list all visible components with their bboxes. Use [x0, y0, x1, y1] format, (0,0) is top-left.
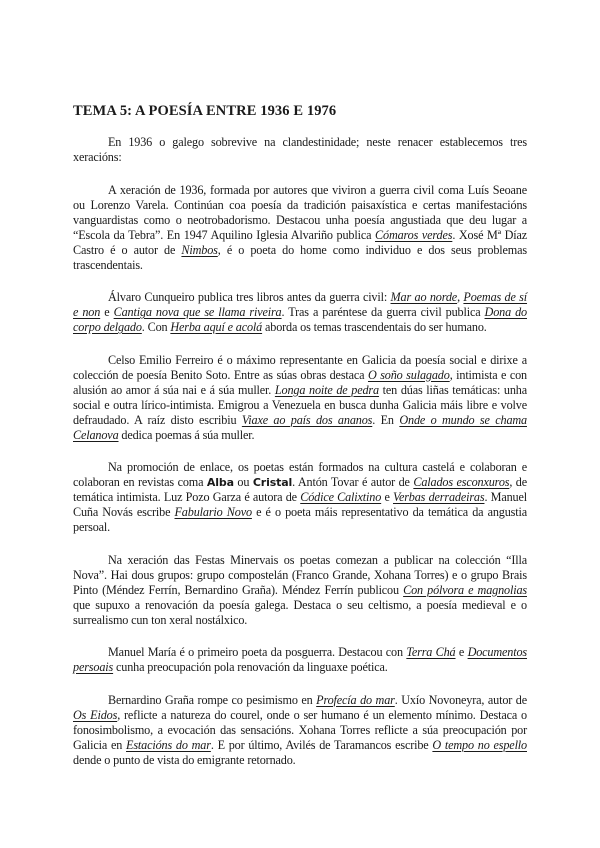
work-title-link[interactable]: Terra Chá — [406, 645, 456, 659]
paragraph-intro — [73, 135, 527, 165]
paragraph-celso-emilio — [73, 353, 527, 443]
paragraph-festas-minervais — [73, 553, 527, 628]
work-title-link[interactable]: O tempo no espello — [432, 737, 527, 752]
paragraph-text: ou — [233, 475, 253, 489]
work-title-link[interactable]: Longa noite de pedra — [274, 382, 379, 397]
work-title-link[interactable]: Calados esconxuros — [413, 475, 510, 489]
work-title-link[interactable]: Viaxe ao país dos ananos — [241, 412, 373, 427]
paragraph-text: . Con — [141, 320, 171, 334]
paragraph-text: Álvaro Cunqueiro publica tres libros antes da guerra civil: — [108, 290, 391, 304]
paragraph-text: e — [455, 645, 468, 659]
paragraph-text: Na xeración das Festas Minervais os poetas comezan a publicar na colección “Illa Nova”. Hai dous grupos: grupo compostelán (Franco Grande, Xohana Torres) e o grupo Brais Pinto (Méndez Ferrín, Bernardino Graña). Méndez Ferrín publicou — [73, 552, 527, 597]
paragraph-text: dende o punto de vista do emigrante retornado. — [73, 752, 296, 767]
paragraph-text: e é o poeta máis representativo da temática da angustia persoal. — [73, 505, 528, 534]
paragraph-text: . En — [372, 412, 400, 427]
paragraph-promocion-enlace — [73, 460, 527, 535]
page-title: TEMA 5: A POESÍA ENTRE 1936 E 1976 — [73, 103, 337, 119]
paragraph-text: . Antón Tovar é autor de — [292, 475, 414, 489]
work-title-link[interactable]: Estacións do mar — [126, 737, 211, 752]
work-title-link[interactable]: Os Eidos — [73, 707, 118, 722]
work-title-link[interactable]: Cómaros verdes — [375, 227, 453, 242]
work-title-link[interactable]: Mar ao norde — [390, 290, 458, 304]
work-title-link[interactable]: Onde o mundo se chama Celanova — [73, 412, 527, 442]
paragraph-text: Bernardino Graña rompe co pesimismo en — [108, 692, 317, 707]
paragraph-text: , de temática intimista. Luz Pozo Garza é autora de — [73, 475, 528, 504]
work-title-link[interactable]: Códice Calixtino — [300, 490, 382, 504]
work-title-link[interactable]: Verbas derradeiras — [393, 490, 485, 504]
paragraph-text: cunha preocupación pola renovación da linguaxe poética. — [113, 660, 388, 674]
paragraph-text: A xeración de 1936, formada por autores que viviron a guerra civil coma Luís Seoane ou Lorenzo Varela. Continúan coa poesía da tradición paisaxística e certas manifestacións vanguardistas como o neotrobadorismo. Destacou unha poesía angustiada que deu lugar a “Escola da Tebra”. En 1947 Aquilino Iglesia Alvariño publica — [73, 182, 527, 242]
work-title-link[interactable]: Nimbos — [181, 242, 218, 257]
paragraph-text: . Xosé Mª Díaz Castro é o autor de — [73, 227, 528, 257]
paragraph-text: ten dúas liñas temáticas: unha social e outra lírico-intimista. Emigrou a Venezuela en busca dunha Galicia máis libre e volve defraudado. A raíz disto escribiu — [73, 382, 527, 427]
paragraph-text: . Tras a paréntese da guerra civil publica — [281, 305, 485, 319]
magazine-name: Alba — [206, 476, 234, 489]
paragraph-text: . Uxío Novoneyra, autor de — [394, 692, 527, 707]
paragraph-text: e — [381, 490, 393, 504]
paragraph-text: Manuel María é o primeiro poeta da posguerra. Destacou con — [108, 645, 407, 659]
work-title-link[interactable]: O soño sulagado — [367, 367, 450, 382]
work-title-link[interactable]: Documentos persoais — [73, 645, 528, 674]
magazine-name: Cristal — [252, 476, 293, 489]
work-title-link[interactable]: Poemas de sí e non — [73, 290, 528, 319]
paragraph-cunqueiro — [73, 290, 527, 335]
paragraph-text: Na promoción de enlace, os poetas están formados na cultura castelá e colaboran e colaboran en revistas coma — [73, 460, 527, 489]
paragraph-text: que supuxo a renovación da poesía galega. Destaca o seu celtismo, a poesía medieval e o surrealismo cun ton xeral nostálxico. — [73, 597, 527, 627]
paragraph-text: , — [457, 290, 464, 304]
paragraph-text: , reflicte a natureza do courel, onde o ser humano é un elemento mínimo. Destaca o fonosimbolismo, a evocación das sensacións. Xohana Torres reflicte a súa preocupación por Galicia en — [73, 707, 527, 752]
paragraph-text: e — [100, 305, 114, 319]
paragraph-text: En 1936 o galego sobrevive na clandestinidade; neste renacer establecemos tres xeracións: — [73, 135, 527, 164]
document-body — [73, 103, 527, 785]
work-title-link[interactable]: Herba aquí e acolá — [170, 320, 263, 334]
work-title-link[interactable]: Dona do corpo delgado — [73, 305, 527, 334]
paragraph-text: dedica poemas á súa muller. — [118, 427, 255, 442]
paragraph-text: . Manuel Cuña Novás escribe — [73, 490, 527, 519]
work-title-link[interactable]: Fabulario Novo — [174, 505, 252, 519]
paragraph-text: , é o poeta do home como individuo e dos seus problemas trascendentais. — [73, 242, 527, 272]
paragraph-manuel-maria — [73, 645, 527, 675]
work-title-link[interactable]: Profecía do mar — [316, 692, 395, 707]
work-title-link[interactable]: Cantiga nova que se llama riveira — [113, 305, 282, 319]
paragraph-bernardino-grana — [73, 693, 527, 768]
paragraph-text: Celso Emilio Ferreiro é o máximo representante en Galicia da poesía social e dirixe a colección de poesía Benito Soto. Entre as súas obras destaca — [73, 352, 527, 382]
work-title-link[interactable]: Con pólvora e magnolias — [403, 582, 527, 597]
paragraph-xeracion-1936 — [73, 183, 527, 273]
paragraph-text: , intimista e con alusión ao amor á súa nai e á súa muller. — [73, 367, 527, 397]
paragraph-text: . E por último, Avilés de Taramancos escribe — [210, 737, 433, 752]
paragraph-text: aborda os temas trascendentais do ser humano. — [262, 320, 487, 334]
